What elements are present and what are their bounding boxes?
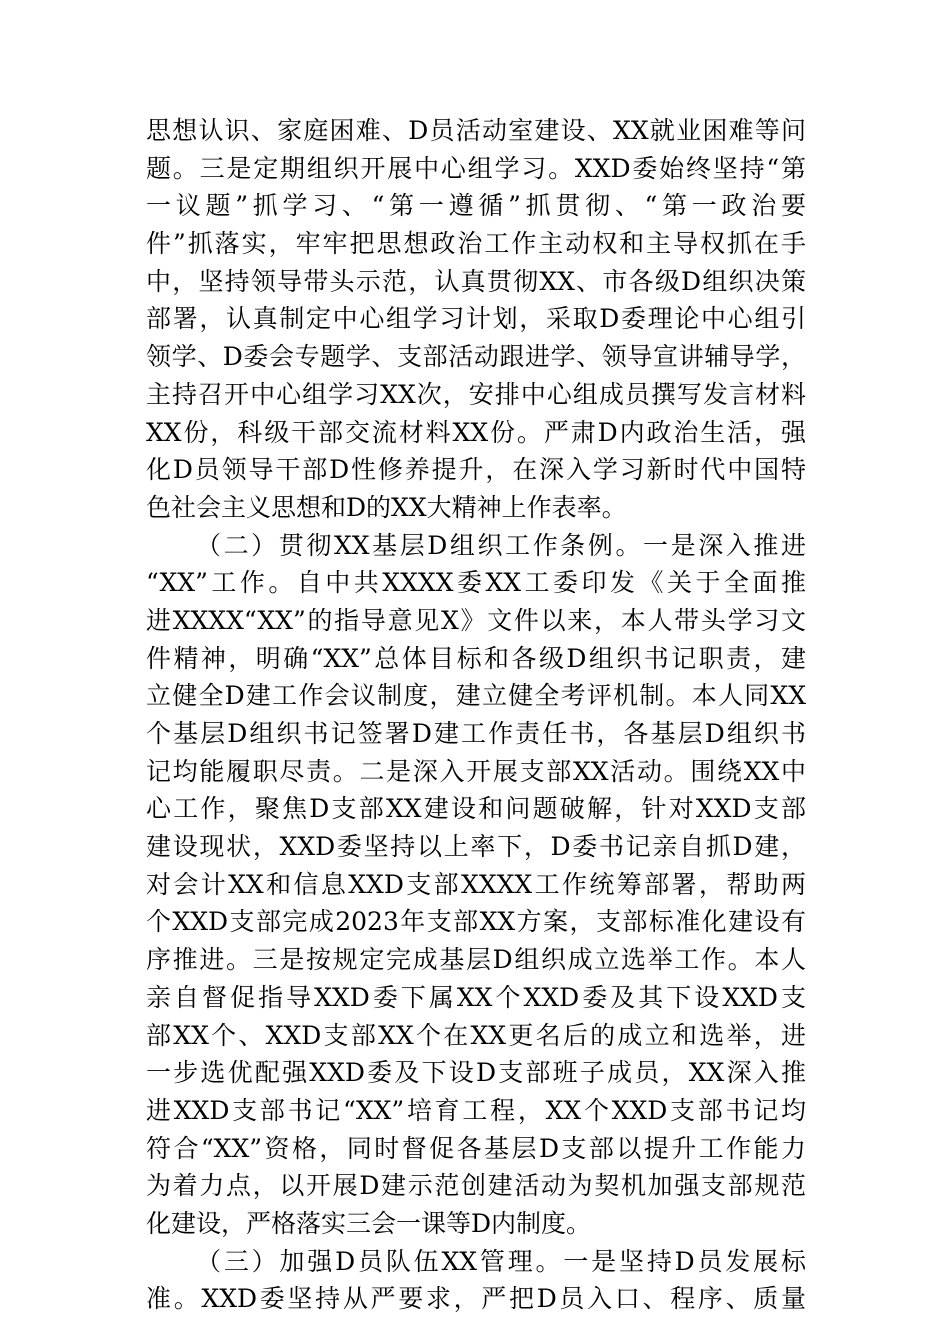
text-line: 序推进。三是按规定完成基层D组织成立选举工作。本人 <box>146 945 806 975</box>
text-line: 符合“XX”资格，同时督促各基层D支部以提升工作能力 <box>146 1133 806 1163</box>
text-line: 立健全D建工作会议制度，建立健全考评机制。本人同XX <box>146 681 806 711</box>
text-line: 中，坚持领导带头示范，认真贯彻XX、市各级D组织决策 <box>146 266 806 296</box>
text-line: 为着力点，以开展D建示范创建活动为契机加强支部规范 <box>146 1171 806 1201</box>
body-text <box>146 112 806 1318</box>
text-line: 个基层D组织书记签署D建工作责任书，各基层D组织书 <box>146 719 806 748</box>
text-line: 准。XXD委坚持从严要求，严把D员入口、程序、质量 <box>146 1284 806 1314</box>
paragraph-end-line: 色社会主义思想和D的XX大精神上作表率。 <box>146 492 627 522</box>
text-line: 对会计XX和信息XXD支部XXXX工作统筹部署，帮助两 <box>146 869 806 899</box>
text-line: 部XX个、XXD支部XX个在XX更名后的成立和选举，进 <box>146 1020 806 1050</box>
section-heading-line: （二）贯彻XX基层D组织工作条例。一是深入推进 <box>196 530 806 560</box>
paragraph-end-line: 化建设，严格落实三会一课等D内制度。 <box>146 1208 592 1238</box>
text-line: 主持召开中心组学习XX次，安排中心组成员撰写发言材料 <box>146 379 806 409</box>
text-line: 进XXXX“XX”的指导意见X》文件以来，本人带头学习文 <box>146 605 806 635</box>
text-line: XX份，科级干部交流材料XX份。严肃D内政治生活，强 <box>146 417 806 447</box>
text-line: 件精神，明确“XX”总体目标和各级D组织书记职责，建 <box>146 643 806 673</box>
text-line: 件”抓落实，牢牢把思想政治工作主动权和主导权抓在手 <box>146 229 806 259</box>
text-line: 进XXD支部书记“XX”培育工程，XX个XXD支部书记均 <box>146 1095 806 1125</box>
text-line: “XX”工作。自中共XXXX委XX工委印发《关于全面推 <box>146 568 806 598</box>
text-line: 记均能履职尽责。二是深入开展支部XX活动。围绕XX中 <box>146 756 806 786</box>
section-heading-line: （三）加强D员队伍XX管理。一是坚持D员发展标 <box>196 1246 806 1276</box>
text-line: 部署，认真制定中心组学习计划，采取D委理论中心组引 <box>146 304 806 334</box>
text-line: 思想认识、家庭困难、D员活动室建设、XX就业困难等问 <box>146 116 806 145</box>
text-line: 一议题”抓学习、“第一遵循”抓贯彻、“第一政治要 <box>146 191 806 221</box>
text-line: 建设现状，XXD委坚持以上率下，D委书记亲自抓D建， <box>146 832 806 862</box>
text-line: 题。三是定期组织开展中心组学习。XXD委始终坚持“第 <box>146 153 806 183</box>
text-line: 一步选优配强XXD委及下设D支部班子成员，XX深入推 <box>146 1058 806 1088</box>
text-line: 领学、D委会专题学、支部活动跟进学、领导宣讲辅导学， <box>146 342 806 372</box>
text-line: 化D员领导干部D性修养提升，在深入学习新时代中国特 <box>146 455 806 485</box>
text-line: 个XXD支部完成2023年支部XX方案，支部标准化建设有 <box>146 907 806 937</box>
text-line: 亲自督促指导XXD委下属XX个XXD委及其下设XXD支 <box>146 982 806 1012</box>
text-line: 心工作，聚焦D支部XX建设和问题破解，针对XXD支部 <box>146 794 806 824</box>
